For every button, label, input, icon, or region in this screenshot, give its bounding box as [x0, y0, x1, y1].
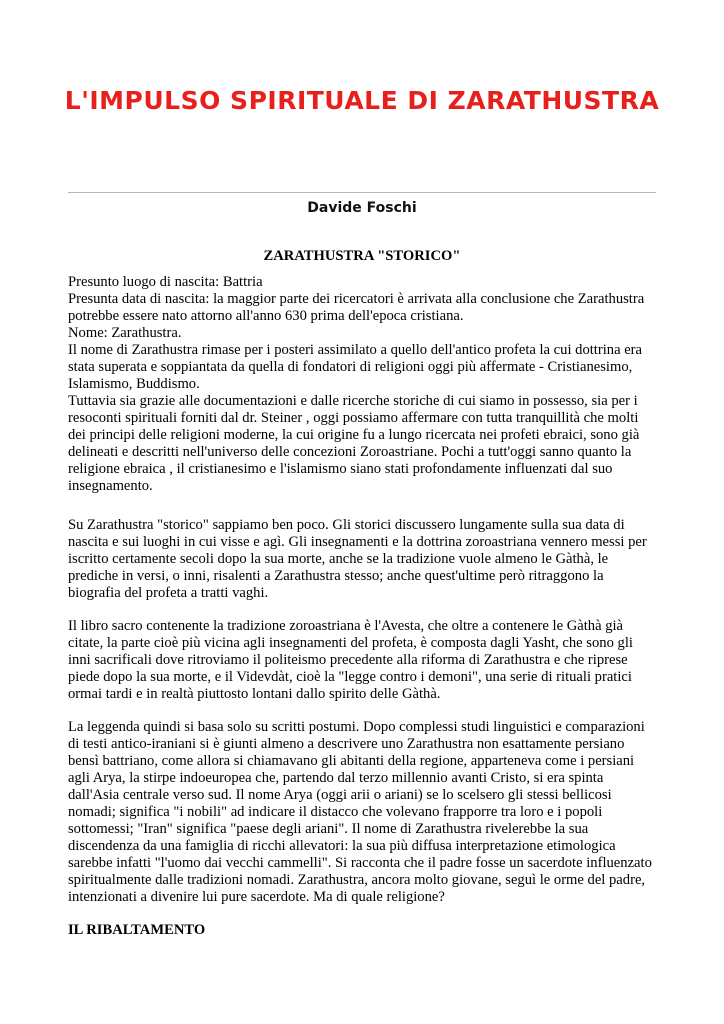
section-subheading: IL RIBALTAMENTO — [68, 922, 206, 938]
text-line: Presunto luogo di nascita: Battria — [68, 274, 263, 290]
text-line: Presunta data di nascita: la maggior parte dei ricercatori è arrivata alla conclusione che Zarathustra — [68, 291, 645, 307]
text-line: resoconti spirituali forniti dal dr. Steiner , oggi possiamo affermare con tutta tranquillità che molti — [68, 410, 639, 426]
paragraph — [68, 719, 668, 906]
text-line: sottomessi; "Iran" significa "paese degli ariani". Il nome di Zarathustra rivelerebbe la sua — [68, 821, 589, 837]
text-line: intenzionati a divenire lui pure sacerdote. Ma di quale religione? — [68, 889, 445, 905]
author-name: Davide Foschi — [307, 200, 417, 216]
text-line: iscritto certamente secoli dopo la sua morte, anche se la tradizione vuole almeno le Gàthà, le — [68, 551, 609, 567]
paragraph — [68, 517, 668, 602]
text-line: dall'Asia centrale verso sud. Il nome Arya (oggi arii o ariani) se lo scelsero gli stessi bellicosi — [68, 787, 612, 803]
text-line: spiritualmente dalle tradizioni nomadi. Zarathustra, ancora molto giovane, seguì le orme del padre, — [68, 872, 646, 888]
text-line: prediche in versi, o inni, risalenti a Zarathustra stesso; anche quest'ultime però ritraggono la — [68, 568, 604, 584]
text-line: agli Arya, la stirpe indoeuropea che, partendo dal terzo millennio avanti Cristo, si era spinta — [68, 770, 604, 786]
text-line: citate, la parte cioè più vicina agli insegnamenti del profeta, è composta dagli Yasht, che sono gli — [68, 635, 633, 651]
paragraph — [68, 274, 668, 495]
text-line: delineati e descritti nell'universo delle concezioni Zoroastriane. Pochi a tutt'oggi sanno quanto la — [68, 444, 632, 460]
text-line: potrebbe essere nato attorno all'anno 630 prima dell'epoca cristiana. — [68, 308, 464, 324]
text-line: dei principi delle religioni moderne, la cui origine fu a lungo ricercata nei profeti ebraici, sono già — [68, 427, 640, 443]
text-line: nascita e sui luoghi in cui visse e agì. Gli insegnamenti e la dottrina zoroastriana vennero messi per — [68, 534, 647, 550]
text-line: Su Zarathustra "storico" sappiamo ben poco. Gli storici discussero lungamente sulla sua data di — [68, 517, 625, 533]
text-line: ormai tardi e in realtà piuttosto lontani dallo spirito delle Gàthà. — [68, 686, 441, 702]
horizontal-rule — [68, 192, 656, 193]
text-line: religione ebraica , il cristianesimo e l'islamismo siano stati profondamente influenzati dal suo — [68, 461, 613, 477]
text-line: Il libro sacro contenente la tradizione zoroastriana è l'Avesta, che oltre a contenere le Gàthà già — [68, 618, 624, 634]
text-line: discendenza da una famiglia di ricchi allevatori: la sua più diffusa interpretazione etimologica — [68, 838, 616, 854]
text-line: Islamismo, Buddismo. — [68, 376, 200, 392]
text-line: insegnamento. — [68, 478, 153, 494]
text-line: stata superata e soppiantata da quella di fondatori di religioni oggi più affermate - Cristianesimo, — [68, 359, 633, 375]
text-line: di testi antico-iraniani si è giunti almeno a descrivere uno Zarathustra non esattamente persiano — [68, 736, 625, 752]
text-line: Nome: Zarathustra. — [68, 325, 182, 341]
text-line: biografia del profeta a tratti vaghi. — [68, 585, 269, 601]
text-line: Il nome di Zarathustra rimase per i posteri assimilato a quello dell'antico profeta la cui dottrina era — [68, 342, 643, 358]
text-line: bensì battriano, come allora si chiamavano gli abitanti della regione, apparteneva come i persiani — [68, 753, 635, 769]
section-heading: ZARATHUSTRA "STORICO" — [263, 248, 461, 264]
document-title: L'IMPULSO SPIRITUALE DI ZARATHUSTRA — [64, 86, 660, 115]
text-line: nomadi; significa "i nobili" ad indicare il distacco che volevano frapporre tra loro e i popoli — [68, 804, 603, 820]
paragraph — [68, 618, 668, 703]
text-line: piede dopo la sua morte, e il Videvdàt, cioè la "legge contro i demoni", una serie di rituali pratici — [68, 669, 632, 685]
text-line: inni sacrificali dove ritroviamo il politeismo precedente alla riforma di Zarathustra e che riprese — [68, 652, 628, 668]
text-line: La leggenda quindi si basa solo su scritti postumi. Dopo complessi studi linguistici e comparazioni — [68, 719, 645, 735]
text-line: Tuttavia sia grazie alle documentazioni e dalle ricerche storiche di cui siamo in possesso, sia per i — [68, 393, 638, 409]
text-line: sarebbe infatti "l'uomo dai vecchi cammelli". Si racconta che il padre fosse un sacerdote influenzato — [68, 855, 652, 871]
